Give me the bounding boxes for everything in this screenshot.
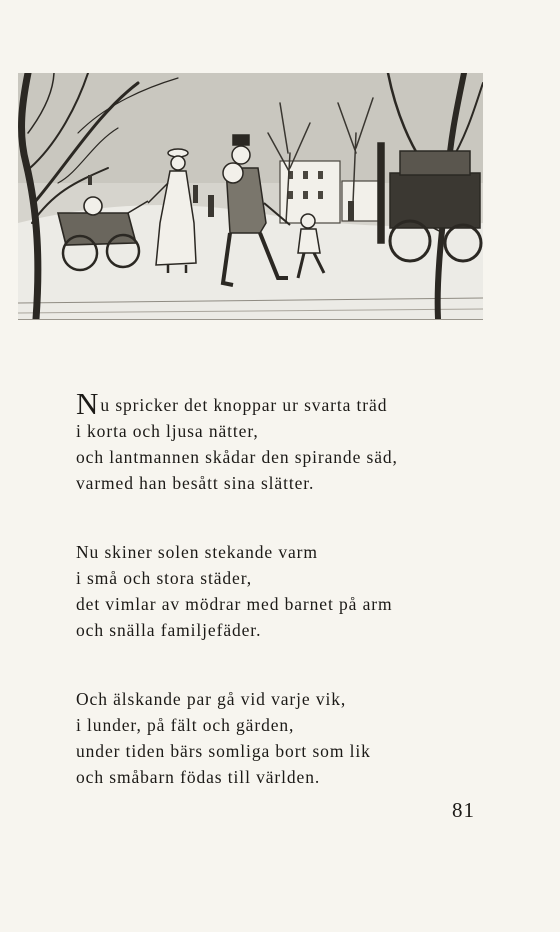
poem-line: i små och stora städer,	[76, 568, 252, 588]
street-scene-drawing	[18, 73, 483, 319]
poem-line: och lantmannen skådar den spirande säd,	[76, 447, 398, 467]
stanza-3	[76, 686, 476, 790]
poem-line: Och älskande par gå vid varje vik,	[76, 689, 347, 709]
poem-line: det vimlar av mödrar med barnet på arm	[76, 594, 393, 614]
first-line-rest: u spricker det knoppar ur svarta träd	[100, 395, 388, 415]
page-number: 81	[452, 798, 475, 822]
illustration	[18, 73, 483, 320]
poem-line: under tiden bärs somliga bort som lik	[76, 741, 371, 761]
poem-line: i korta och ljusa nätter,	[76, 421, 259, 441]
stanza-2	[76, 539, 476, 643]
poem-line	[76, 386, 476, 421]
poem-line: Nu skiner solen stekande varm	[76, 542, 318, 562]
stanza-1	[76, 388, 476, 496]
poem-line: och snälla familjefäder.	[76, 620, 262, 640]
poem-line: i lunder, på fält och gärden,	[76, 715, 295, 735]
poem-line: varmed han besått sina slätter.	[76, 473, 315, 493]
drop-cap: N	[76, 386, 99, 421]
poem-line: och småbarn födas till världen.	[76, 767, 321, 787]
poem	[76, 388, 476, 790]
